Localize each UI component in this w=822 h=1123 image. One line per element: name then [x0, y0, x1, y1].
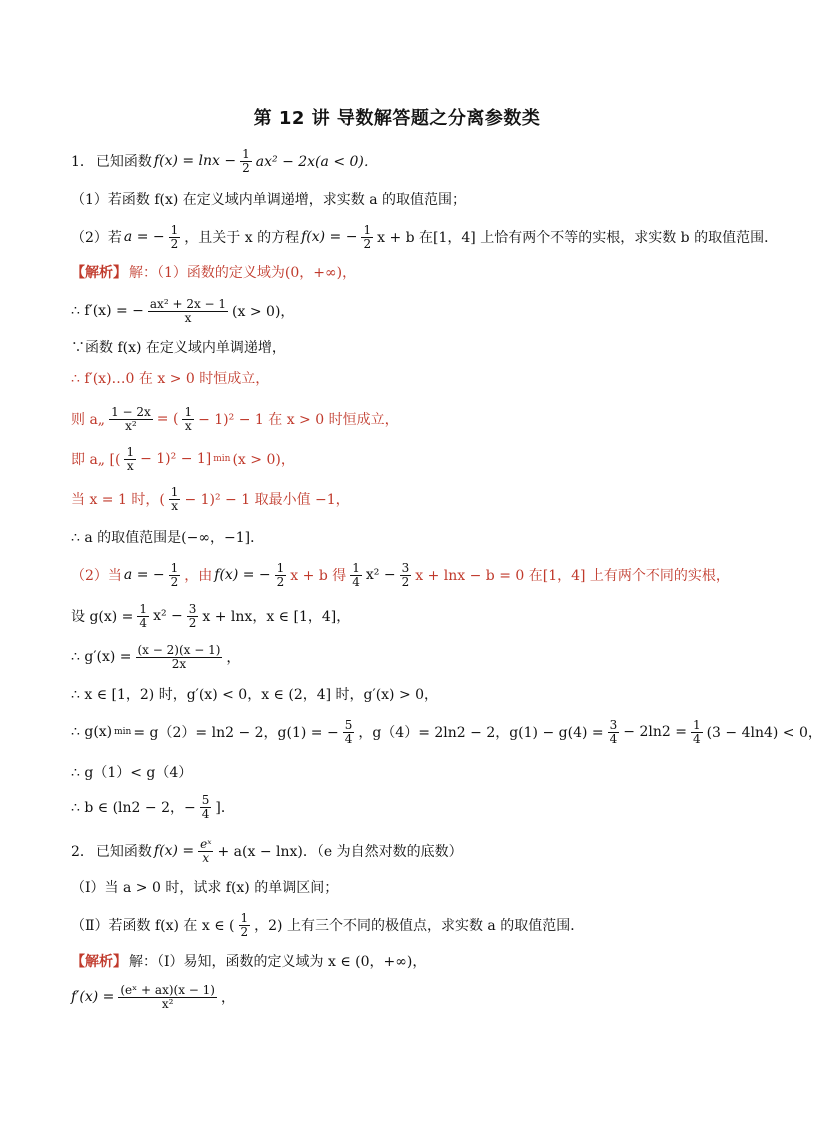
solution-line: 【解析】 解：（Ⅰ）易知，函数的定义域为 x ∈ (0，+∞)，: [71, 951, 426, 971]
solution-tag: 【解析】: [71, 954, 127, 970]
fraction: $\frac{1}{2}$: [170, 561, 179, 589]
problem-2-question-1: （Ⅰ）当 a > 0 时，试求 f(x) 的单调区间；: [71, 880, 339, 896]
solution-line: 即 a„ [( $\frac{1}{x}$ − 1)² − 1] min (x > 0)，: [71, 445, 295, 473]
fraction: $\frac{1}{2}$: [170, 223, 179, 251]
solution-line: ∴ g(x) min = g（2）= ln2 − 2，g(1) = − $\frac{5}{4}$ ，g（4）= 2ln2 − 2，g(1) − g(4) = $\frac{3}{4}$ − 2ln2 = $\frac{1}{4}$ (3 − 4ln4) < 0，: [71, 718, 822, 746]
solution-line: ∴ f′(x)…0 在 x > 0 时恒成立，: [71, 371, 270, 387]
solution-line: f′(x) = $\frac{\text{(eˣ + ax)(x − 1)}}{\text{x²}}$ ，: [71, 983, 235, 1011]
problem-number: 2．: [71, 844, 94, 861]
problem-1-statement: 1． 已知函数 f(x) = lnx − $\frac{1}{2}$ ax² − 2x(a < 0)．: [71, 147, 378, 175]
page-title: 第 12 讲 导数解答题之分离参数类: [253, 108, 541, 129]
solution-line: ∴ f′(x) = − $\frac{\text{ax² + 2x − 1}}{x}$ (x > 0)，: [71, 297, 295, 325]
problem-1-question-2: （2）若 a = − $\frac{1}{2}$ ，且关于 x 的方程 f(x) = − $\frac{1}{2}$ x + b 在[1，4] 上恰有两个不等的实根，求实数 b 的取值范围．: [71, 223, 779, 251]
fraction: $\frac{1}{2}$: [240, 911, 249, 939]
fraction: $\frac{1}{2}$: [363, 223, 372, 251]
solution-tag: 【解析】: [71, 265, 127, 281]
problem-1-question-1: （1）若函数 f(x) 在定义域内单调递增，求实数 a 的取值范围；: [71, 192, 467, 208]
fraction: $\frac{1}{x}$: [126, 445, 135, 473]
solution-line: ∴ b ∈ (ln2 − 2，− $\frac{5}{4}$ ]．: [71, 793, 235, 821]
fraction: $\frac{1}{4}$: [692, 718, 701, 746]
fraction: $\frac{1}{4}$: [352, 561, 360, 589]
fraction: $\frac{3}{4}$: [609, 718, 618, 746]
fraction: $\frac{\text{ax² + 2x − 1}}{x}$: [149, 297, 227, 325]
fraction: $\frac{1 - 2x}{\text{x²}}$: [111, 405, 151, 433]
fraction: $\frac{5}{4}$: [201, 793, 210, 821]
solution-line: ∴ x ∈ [1，2) 时，g′(x) < 0，x ∈ (2，4] 时，g′(x) > 0，: [71, 687, 439, 703]
fraction: $\frac{\text{(eˣ + ax)(x − 1)}}{\text{x²}}$: [120, 983, 215, 1011]
solution-line: 设 g(x) = $\frac{1}{4}$ x² − $\frac{3}{2}$ x + lnx，x ∈ [1，4]，: [71, 602, 351, 630]
fraction: $\frac{3}{2}$: [401, 561, 410, 589]
fraction: $\frac{1}{2}$: [242, 147, 250, 175]
fraction: $\frac{1}{x}$: [170, 485, 179, 513]
solution-line: 则 a„ $\frac{1 - 2x}{\text{x²}}$ = ( $\frac{1}{x}$ − 1)² − 1 在 x > 0 时恒成立，: [71, 405, 399, 433]
problem-number: 1．: [71, 154, 94, 171]
problem-2-question-2: （Ⅱ）若函数 f(x) 在 x ∈ ( $\frac{1}{2}$ ，2) 上有三个不同的极值点，求实数 a 的取值范围．: [71, 911, 585, 939]
fraction: $\frac{\text{eˣ}}{x}$: [200, 837, 212, 865]
solution-line: 当 x = 1 时，( $\frac{1}{x}$ − 1)² − 1 取最小值 −1，: [71, 485, 350, 513]
solution-line: 【解析】 解：（1）函数的定义域为(0，+∞)，: [71, 262, 356, 282]
fraction: $\frac{1}{2}$: [276, 561, 285, 589]
solution-line: ∴ g′(x) = $\frac{(x - 2)(x - 1)}{2x}$ ，: [71, 643, 241, 671]
fraction: $\frac{1}{4}$: [139, 602, 148, 630]
solution-line: ∴ g（1）< g（4）: [71, 765, 193, 781]
fraction: $\frac{(x - 2)(x - 1)}{2x}$: [137, 643, 221, 671]
problem-2-statement: 2． 已知函数 f(x) = $\frac{\text{eˣ}}{x}$ + a(x − lnx)．（e 为自然对数的底数）: [71, 837, 463, 865]
solution-line: （2）当 a = − $\frac{1}{2}$ ，由 f(x) = − $\frac{1}{2}$ x + b 得 $\frac{1}{4}$ x² − $\frac{3}{2}$ x + lnx − b = 0 在[1，4] 上有两个不同的实根，: [71, 561, 730, 589]
fraction: $\frac{3}{2}$: [188, 602, 197, 630]
solution-line: ∴ a 的取值范围是(−∞，−1]．: [71, 530, 265, 546]
fraction: $\frac{5}{4}$: [344, 718, 353, 746]
fraction: $\frac{1}{x}$: [184, 405, 193, 433]
solution-line: ∵函数 f(x) 在定义域内单调递增，: [71, 340, 286, 356]
